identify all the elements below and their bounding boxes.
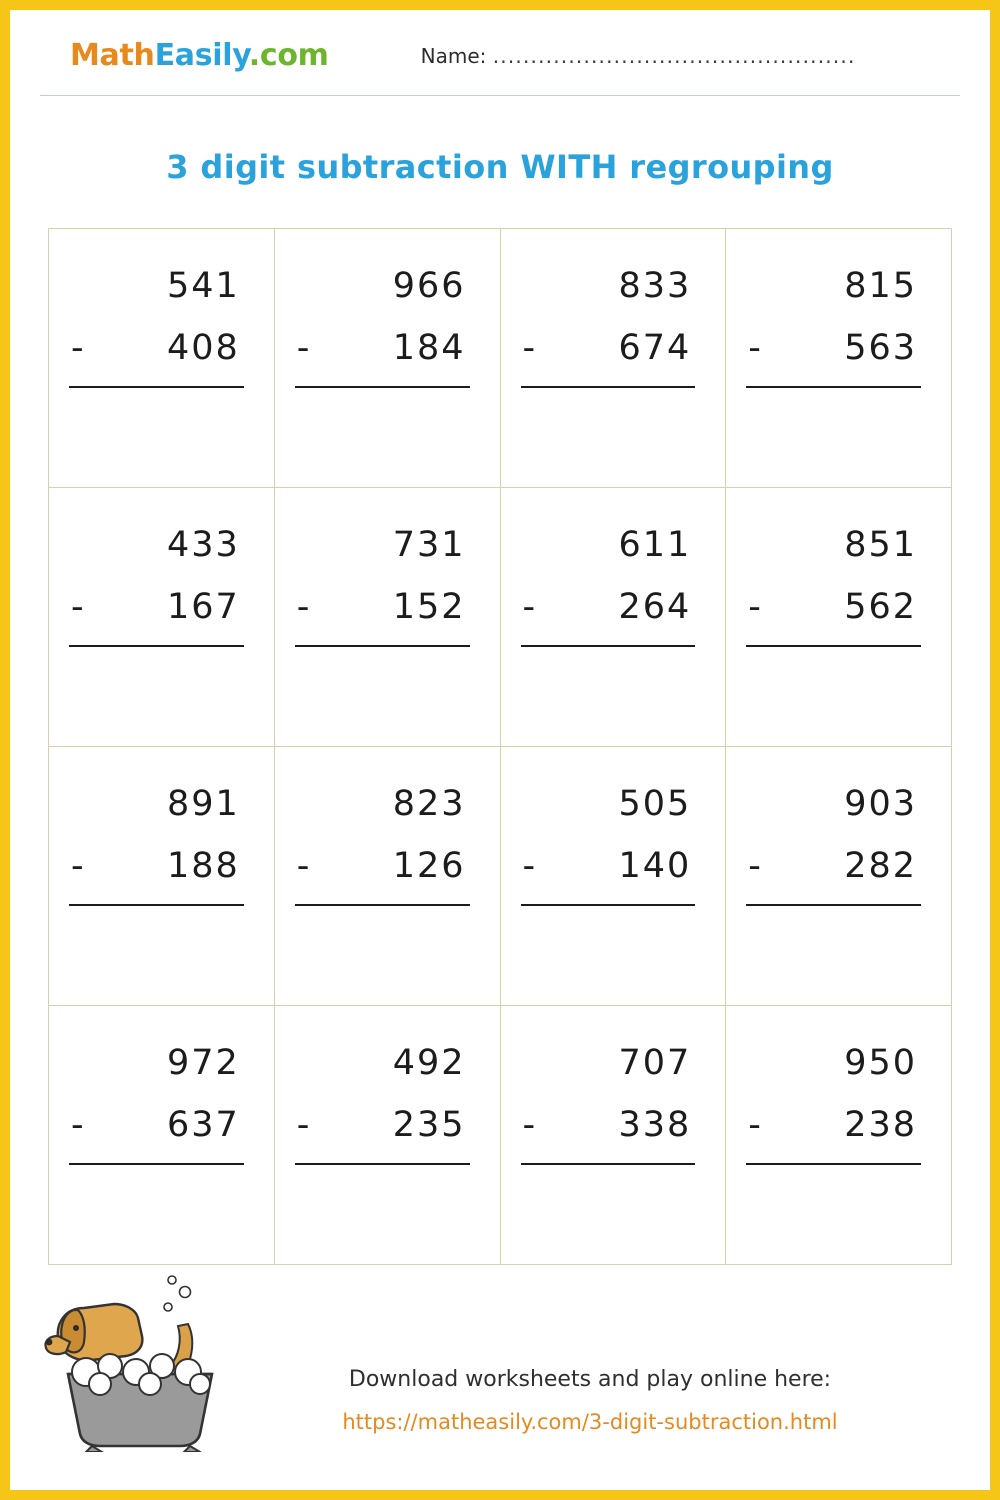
- minuend: 823: [392, 784, 466, 824]
- problem-expression: [746, 773, 921, 898]
- operator: -: [522, 587, 538, 628]
- problem-cell: [275, 229, 501, 488]
- operator: -: [296, 328, 312, 369]
- problem-cell: [501, 1006, 727, 1265]
- answer-line: [295, 1163, 470, 1165]
- problem-expression: [521, 255, 696, 380]
- problem-cell: [275, 488, 501, 747]
- answer-line: [69, 904, 244, 906]
- problem-cell: [501, 229, 727, 488]
- problem-expression: [69, 773, 244, 898]
- header-divider: [40, 95, 960, 96]
- problem-cell: [726, 229, 952, 488]
- minuend: 611: [618, 525, 692, 565]
- subtrahend: 674: [618, 328, 692, 369]
- answer-line: [69, 1163, 244, 1165]
- problem-expression: [521, 514, 696, 639]
- subtrahend: 235: [392, 1105, 466, 1146]
- problem-expression: [295, 255, 470, 380]
- problem-expression: [521, 1032, 696, 1157]
- subtrahend: 562: [844, 587, 917, 628]
- subtrahend: 126: [392, 846, 466, 887]
- operator: -: [71, 587, 86, 628]
- problem-cell: [275, 1006, 501, 1265]
- problem-expression: [69, 255, 244, 380]
- operator: -: [748, 1105, 763, 1146]
- operator: -: [522, 1105, 538, 1146]
- page-title: 3 digit subtraction WITH regrouping: [166, 148, 834, 186]
- download-text: Download worksheets and play online here:: [348, 1367, 832, 1392]
- answer-line: [69, 645, 244, 647]
- answer-line: [295, 645, 470, 647]
- operator: -: [748, 846, 763, 887]
- problem-expression: [746, 1032, 921, 1157]
- subtrahend: 140: [618, 846, 692, 887]
- problem-cell: [726, 747, 952, 1006]
- operator: -: [748, 587, 763, 628]
- answer-line: [521, 904, 696, 906]
- problem-expression: [295, 773, 470, 898]
- subtrahend: 563: [844, 328, 917, 369]
- logo-part-easily: Easily: [154, 38, 249, 73]
- subtrahend: 338: [618, 1105, 692, 1146]
- problem-expression: [295, 1032, 470, 1157]
- problem-expression: [295, 514, 470, 639]
- answer-line: [746, 904, 921, 906]
- name-blank-line: ................................................: [492, 43, 856, 68]
- operator: -: [71, 328, 86, 369]
- problem-expression: [521, 773, 696, 898]
- subtrahend: 408: [166, 328, 240, 369]
- answer-line: [521, 386, 696, 388]
- minuend: 966: [392, 266, 466, 306]
- problem-cell: [726, 488, 952, 747]
- minuend: 950: [844, 1043, 917, 1083]
- problem-expression: [746, 514, 921, 639]
- subtrahend: 282: [844, 846, 917, 887]
- minuend: 541: [166, 266, 240, 306]
- minuend: 433: [166, 525, 240, 565]
- problem-expression: [69, 1032, 244, 1157]
- footer-text: [250, 1367, 960, 1452]
- subtrahend: 238: [844, 1105, 917, 1146]
- dog-in-bathtub-icon: [40, 1262, 250, 1452]
- answer-line: [69, 386, 244, 388]
- answer-line: [746, 386, 921, 388]
- problem-cell: [726, 1006, 952, 1265]
- operator: -: [296, 1105, 312, 1146]
- minuend: 731: [392, 525, 466, 565]
- answer-line: [746, 645, 921, 647]
- problem-cell: [275, 747, 501, 1006]
- logo-part-domain: .com: [248, 38, 329, 73]
- minuend: 492: [392, 1043, 466, 1083]
- answer-line: [295, 904, 470, 906]
- minuend: 972: [166, 1043, 240, 1083]
- problem-expression: [69, 514, 244, 639]
- name-field[interactable]: [421, 44, 856, 68]
- operator: -: [296, 846, 312, 887]
- problem-cell: [49, 1006, 275, 1265]
- minuend: 505: [618, 784, 692, 824]
- operator: -: [296, 587, 312, 628]
- page-footer: [40, 1262, 960, 1452]
- operator: -: [71, 1105, 86, 1146]
- problem-cell: [49, 488, 275, 747]
- minuend: 815: [844, 266, 917, 306]
- operator: -: [748, 328, 763, 369]
- site-logo[interactable]: [70, 38, 329, 73]
- minuend: 707: [618, 1043, 692, 1083]
- subtrahend: 188: [166, 846, 240, 887]
- operator: -: [522, 846, 538, 887]
- answer-line: [746, 1163, 921, 1165]
- subtrahend: 637: [166, 1105, 240, 1146]
- answer-line: [521, 1163, 696, 1165]
- problem-cell: [501, 488, 727, 747]
- name-label: Name:: [420, 43, 487, 68]
- problem-cell: [49, 229, 275, 488]
- logo-part-math: Math: [70, 38, 155, 73]
- problem-expression: [746, 255, 921, 380]
- problem-grid: [48, 228, 952, 1265]
- subtrahend: 184: [392, 328, 466, 369]
- operator: -: [71, 846, 86, 887]
- minuend: 851: [844, 525, 917, 565]
- problem-cell: [49, 747, 275, 1006]
- worksheet-url[interactable]: https://matheasily.com/3-digit-subtraction.html: [342, 1410, 838, 1434]
- subtrahend: 152: [392, 587, 466, 628]
- minuend: 903: [844, 784, 917, 824]
- answer-line: [295, 386, 470, 388]
- answer-line: [521, 645, 696, 647]
- operator: -: [522, 328, 538, 369]
- problem-cell: [501, 747, 727, 1006]
- minuend: 833: [618, 266, 692, 306]
- page-header: [40, 32, 960, 73]
- minuend: 891: [166, 784, 240, 824]
- subtrahend: 167: [166, 587, 240, 628]
- subtrahend: 264: [618, 587, 692, 628]
